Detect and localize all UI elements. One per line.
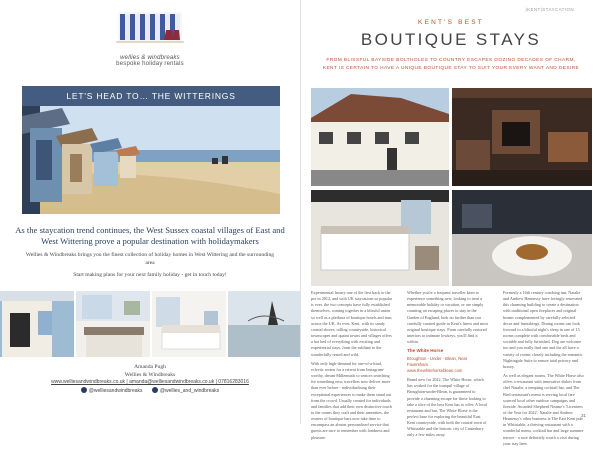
intro-subtext: Wellies & Windbreaks brings you the finest collection of holiday homes in West Wittering and the surrounding area [25, 252, 275, 266]
strapline-line-2: KENT IS CERTAIN TO HAVE A UNIQUE BOUTIQUE STAY TO SUIT YOUR EVERY WANT AND DESIRE [322, 65, 580, 71]
column-3-paragraph-1: Formerly a 16th century coaching inn, Natalie and Andrew Hennessy have lovingly renovated this charming building to create a destination with traditional open fireplaces and original beams complemented by carefully selected decor and furnishings. Dining rooms can look forward to a blissful night's sleep in one of 15 rooms complete with comfortable beds and sociable and fully furnished. Dog are welcome too and you really find one and the all have a variety of rooms closely including the romantic Nightingale Suite to ensure total privacy and luxury. [503, 290, 583, 369]
contact-details[interactable]: www.welliesandwindbreaks.co.uk | amanda@welliesandwindbreaks.co.uk | 07816283016 [51, 379, 249, 386]
white-horse-exterior-photo [311, 88, 449, 186]
call-to-action: Start making plans for your next family holiday - get in touch today! [73, 272, 227, 278]
column-1-paragraph-2: With only high-demand for one-of-a-kind, eclectic rooms for a retreat from Instagram-worthy, dream Millennials to seniors searching for something new, travellers now deliver more than ever before - individualising their exceptional experiences to make them stand out from the crowd. Usually created for individuals and families that add their own distinctive touch to the rooms they craft and their amenities, the owners of boutique bars now take time to encompass an almost personalised service that guests are sure to remember with fondness and pleasure. [311, 360, 392, 440]
wellies-windbreaks-logo [116, 10, 184, 52]
instagram-icon [152, 387, 158, 393]
brand-tagline: bespoke holiday rentals [116, 61, 184, 67]
contact-block [0, 364, 300, 395]
facebook-link[interactable] [81, 387, 143, 396]
brand-text [100, 55, 200, 67]
contact-name: Amanda Pugh [134, 364, 166, 370]
instagram-handle: @wellies_and_windbreaks [159, 387, 220, 394]
right-page [300, 0, 600, 446]
strapline-line-1: FROM BLISSFUL BAYSIDE BOLTHOLES TO COUNTRY ESCAPES OOZING DECADES OF CHARM, [326, 58, 576, 63]
bedroom-interior-photo [311, 190, 449, 286]
facebook-icon [81, 387, 87, 393]
kitesurf-photo [228, 291, 300, 357]
column-2-paragraph-2: Brand new for 2022, The White Horse, which has worked for the tranquil village of Broughton-under-Blean, is guaranteed to provide a charming escape for those looking to take a slice of the best Kent has to offer. A local restaurant and bar, The White Horse is the perfect base for exploring the beautiful East Kent countryside, with both the coastal town of Whitstable and the historic city of Canterbury only a few miles away. [407, 377, 487, 438]
section-tag: |KENT|STAYCATION [525, 7, 574, 12]
instagram-link[interactable] [152, 387, 219, 396]
facebook-handle: @welliesandwindbreaks [88, 387, 143, 394]
contact-company: Wellies & Windbreaks [124, 371, 176, 378]
restaurant-dish-photo [452, 190, 592, 286]
intro-heading: As the staycation trend continues, the West Sussex coastal villages of East and West Wittering prove a popular destination with holidaymakers [15, 225, 285, 246]
fireplace-interior-photo [452, 88, 592, 186]
social-links [0, 387, 300, 396]
page-number: 31 [580, 413, 586, 418]
article-column-1 [311, 290, 393, 444]
left-page [0, 0, 300, 424]
chalkboard-photo [0, 291, 74, 357]
column-2-paragraph-1: Whether you're a frequent traveller keen to experience something new, looking to treat a memorable holiday or vacation, or are simply counting on escaping places to stay in the Garden of England, look no further than our carefully curated guide to Kent's finest and most original boutique stays. From carefully restored interiors to intimate lowkeys, you'll find it within. [407, 290, 489, 345]
column-1-paragraph-1: Experimental luxury one of the first back to the pre in 2012, and with UK staycations so popular is ever, the two concepts have fully established themselves, coming together in a blissful union so well as a plethora of boutique hotels and inns across the UK. As ever, Kent, with its sandy coastal shores, rolling countryside, historical townscapes and quaint towns and villages offers a hot bed of everything with exciting and experiential stays, from the sublime to the wonderfully rested and wild. [311, 290, 393, 357]
venue-heading: The White Horse [407, 348, 444, 354]
bedroom-photo [152, 291, 226, 357]
column-3-paragraph-2: As well as elegant rooms, The White Horse also offers a restaurant with innovative dishes from chef Natalie, a tempting cocktail bar, and The Bird restaurant's menu is serving local fare sourced local other outdoor campaigns and fireside. Awarded Shepherd Neame's 'Licensees of the Year for 2022', Natalie and Andrew Hennessy's other business is The East Kent pub in Whitstable, a thriving restaurant with a wonderful menu, cocktail bar and large summer terrace - a sure definitely worth a visit during your stay here. [503, 373, 584, 446]
section-banner: LET'S HEAD TO… THE WITTERINGS [22, 86, 280, 106]
kitchen-photo [76, 291, 150, 357]
article-title: BOUTIQUE STAYS [360, 30, 542, 49]
brand-name: wellies & windbreaks [120, 55, 180, 61]
venue-address: Broughton - Under - Blean, Near Faversham www.thewhitehorseblean.com [407, 355, 468, 373]
beach-huts-photo [22, 106, 280, 214]
article-column-2 [407, 290, 489, 442]
article-kicker: KENT'S BEST [418, 19, 484, 26]
article-strapline [321, 57, 581, 72]
article-column-3 [503, 290, 585, 450]
